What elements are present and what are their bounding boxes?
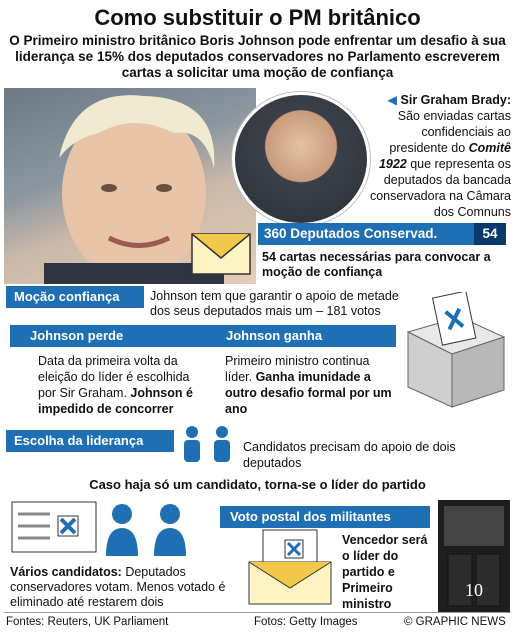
winner-text: Vencedor será o líder do partido e Primeiro ministro [342, 533, 428, 611]
confidence-motion-text: Johnson tem que garantir o apoio de metade dos seus deputados mais um – 181 votos [150, 289, 399, 318]
postal-envelope-icon [245, 528, 335, 606]
ballot-box-icon [400, 292, 510, 412]
johnson-loses-bold: Johnson é impedido de concorrer [38, 386, 193, 416]
footer-copyright: © GRAPHIC NEWS [404, 616, 506, 628]
door-number: 10 [465, 580, 483, 600]
brady-text-2: que representa os deputados da bancada conservadora na Câmara dos Comnuns [369, 157, 511, 219]
two-deputies-icon [178, 424, 238, 464]
brady-text-1: São enviadas cartas confidenciais ao presidente do [389, 109, 511, 155]
ballot-paper-icon [10, 498, 98, 554]
several-candidates-bold: Vários candidatos: [10, 565, 122, 579]
postal-vote-label: Voto postal dos militantes [220, 506, 430, 528]
page-title: Como substituir o PM britânico [94, 5, 421, 30]
envelope-icon [190, 232, 252, 276]
single-candidate-text: Caso haja só um candidato, torna-se o líder do partido [89, 477, 426, 492]
brady-description: ◀ Sir Graham Brady: São enviadas cartas confidenciais ao presidente do Comitê 1922 que representa os deputados da bancada conservadora na Câmara dos Comnuns [369, 93, 511, 219]
downing-street-door [438, 500, 510, 612]
johnson-loses-label: Johnson perde [10, 325, 215, 347]
graham-brady-photo [232, 92, 370, 226]
confidence-motion-label: Moção confiança [6, 286, 144, 308]
brady-name: Sir Graham Brady: [400, 93, 511, 107]
leadership-choice-label: Escolha da liderança [6, 430, 174, 452]
several-candidates-text: Vários candidatos: Deputados conservadores votam. Menos votado é eliminado até restarem dois [10, 565, 226, 609]
footer-photos: Fotos: Getty Images [254, 616, 358, 628]
three-deputies-icon [100, 500, 240, 558]
candidates-support-text: Candidatos precisam do apoio de dois deputados [243, 440, 456, 470]
footer-sources: Fontes: Reuters, UK Parliament [6, 616, 169, 628]
deputies-bar: 360 Deputados Conservad. [258, 223, 474, 245]
committee-name: Comitê 1922 [378, 141, 511, 171]
page-subtitle: O Primeiro ministro britânico Boris Johnson pode enfrentar um desafio à sua liderança se 15% dos deputados conservadores no Parlamento escreverem cartas a solicitar uma moção de confiança [9, 33, 506, 80]
letters-count-box: 54 [474, 223, 506, 245]
johnson-wins-bold: Ganha imunidade a outro desafio formal por um ano [225, 370, 392, 416]
footer-divider [4, 612, 511, 613]
johnson-wins-label: Johnson ganha [210, 325, 396, 347]
letters-required-text: 54 cartas necessárias para convocar a moção de confiança [262, 250, 491, 279]
johnson-wins-text: Primeiro ministro continua líder. Ganha imunidade a outro desafio formal por um ano [225, 354, 392, 416]
johnson-loses-text: Data da primeira volta da eleição do líder é escolhida por Sir Graham. Johnson é impedido de concorrer [38, 354, 193, 416]
